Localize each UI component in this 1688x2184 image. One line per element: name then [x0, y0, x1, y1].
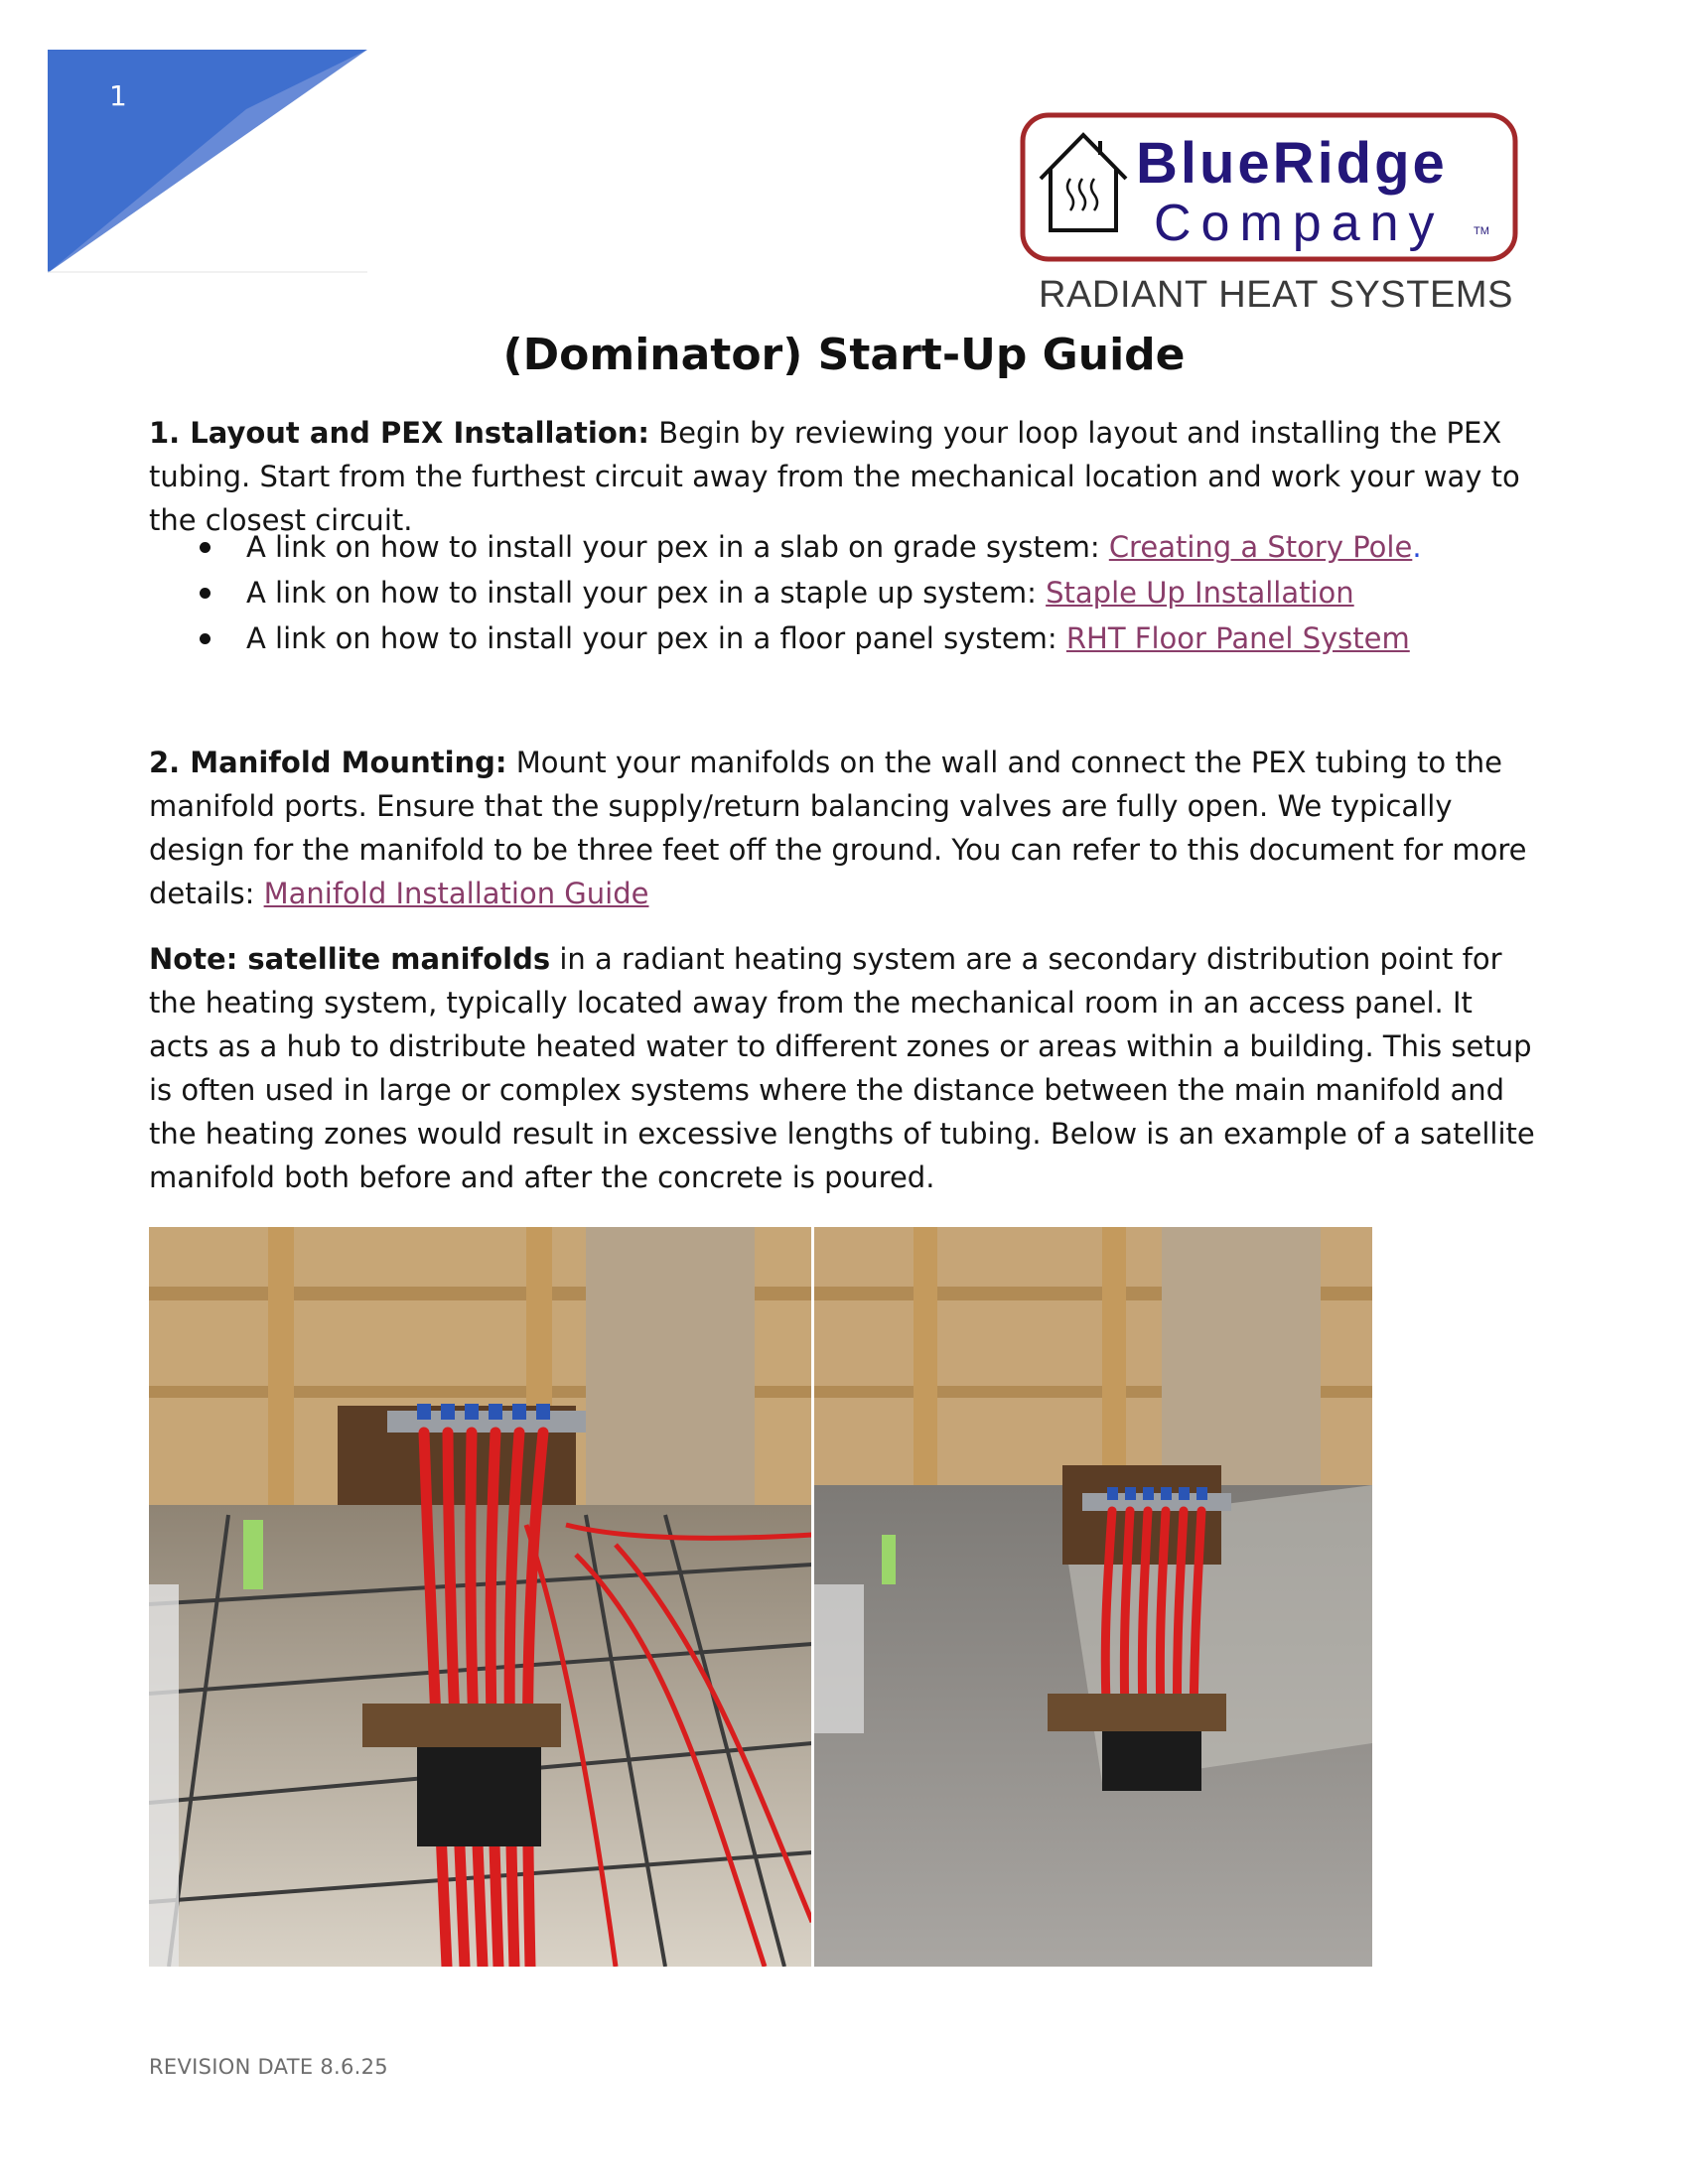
section1-heading: 1. Layout and PEX Installation: [149, 416, 650, 450]
list-item: A link on how to install your pex in a staple up system: Staple Up Installation [149, 570, 1539, 615]
logo-line2: Company [1154, 195, 1445, 252]
page-title: (Dominator) Start-Up Guide [502, 330, 1186, 380]
list-item: A link on how to install your pex in a floor panel system: RHT Floor Panel System [149, 615, 1539, 661]
section2-heading: 2. Manifold Mounting: [149, 746, 507, 779]
link-creating-story-pole[interactable]: Creating a Story Pole [1108, 530, 1413, 564]
logo-trademark: TM [1474, 225, 1489, 237]
satellite-manifold-photos [149, 1227, 1372, 1967]
note-heading: Note: satellite manifolds [149, 942, 551, 976]
link-rht-floor-panel-system[interactable]: RHT Floor Panel System [1065, 621, 1410, 655]
photo-after-concrete [814, 1227, 1372, 1967]
logo-tagline: RADIANT HEAT SYSTEMS [1039, 274, 1513, 316]
note-satellite-manifolds [149, 937, 1539, 1199]
photo-before-concrete [149, 1227, 812, 1967]
note-text: in a radiant heating system are a secondary distribution point for the heating system, typically located away from the mechanical room in an access panel. It acts as a hub to distribute heated water to different zones or areas within a building. This setup is often used in large or complex systems where the distance between the main manifold and the heating zones would result in excessive lengths of tubing. Below is an example of a satellite manifold both before and after the concrete is poured. [149, 942, 1535, 1194]
page-corner-decoration [48, 50, 367, 273]
list-item: A link on how to install your pex in a slab on grade system: Creating a Story Pole. [149, 524, 1539, 570]
link-staple-up-installation[interactable]: Staple Up Installation [1046, 576, 1354, 610]
section-manifold-mounting [149, 741, 1539, 915]
install-links-list [149, 524, 1539, 661]
section2-text: Mount your manifolds on the wall and connect the PEX tubing to the manifold ports. Ensure that the supply/return balancing valves are fully open. We typically design for the manifold to be three feet off the ground. You can refer to this document for more details: [149, 746, 1527, 910]
section-layout-pex [149, 411, 1539, 542]
blueridge-logo [1019, 111, 1523, 320]
page-number: 1 [109, 79, 127, 112]
revision-date: REVISION DATE 8.6.25 [149, 2055, 388, 2079]
link-manifold-installation-guide[interactable]: Manifold Installation Guide [263, 877, 649, 910]
section1-text: Begin by reviewing your loop layout and installing the PEX tubing. Start from the furthest circuit away from the mechanical location and work your way to the closest circuit. [149, 416, 1520, 537]
logo-line1: BlueRidge [1136, 131, 1448, 196]
